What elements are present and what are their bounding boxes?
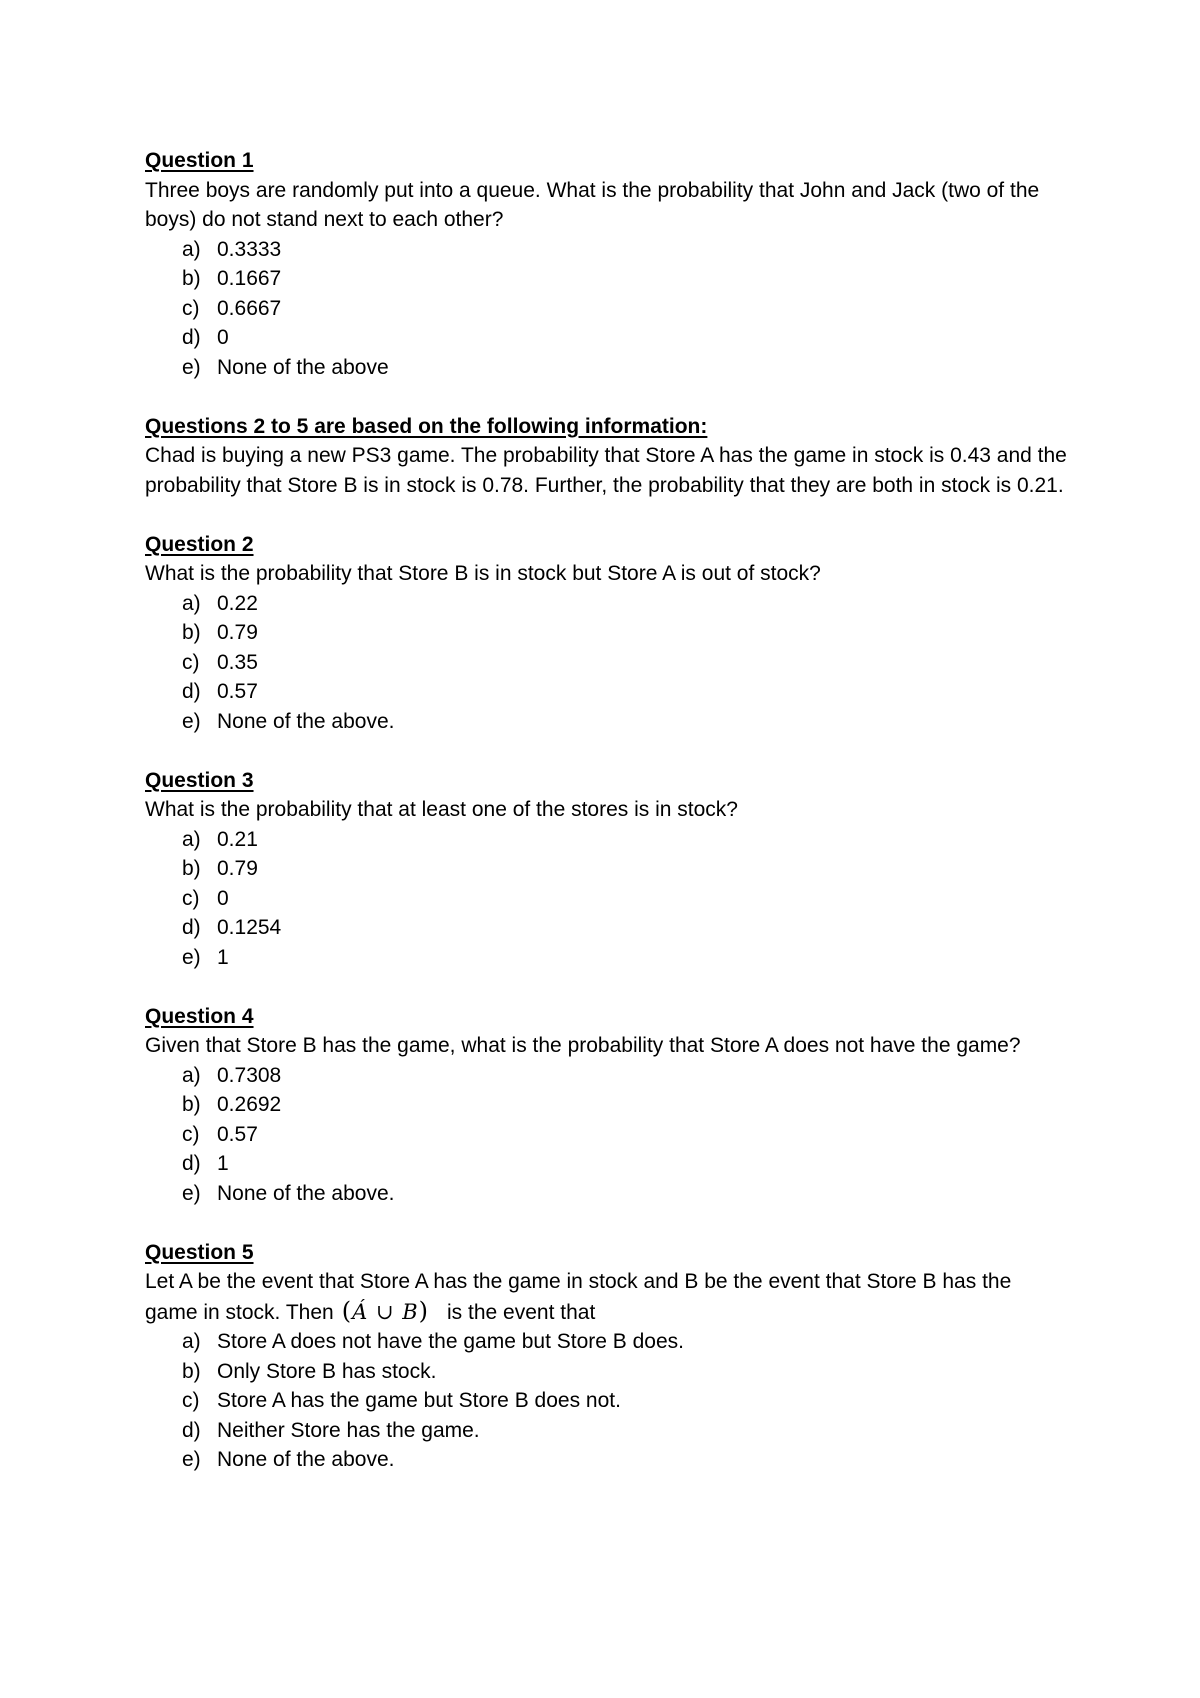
option-text: Neither Store has the game. [217, 1418, 480, 1442]
option-c [182, 884, 1080, 914]
option-text: 0.3333 [217, 237, 282, 261]
option-a [182, 1061, 1080, 1091]
option-text: 0.2692 [217, 1093, 282, 1116]
question-heading: Question 2 [145, 532, 254, 556]
option-letter: a) [182, 1330, 201, 1353]
question-4 [145, 1002, 1080, 1209]
question-heading: Question 1 [145, 149, 254, 172]
option-c [182, 1386, 1080, 1416]
option-letter: b) [182, 1093, 201, 1116]
option-letter: c) [182, 296, 200, 320]
option-text: Store A has the game but Store B does not. [217, 1389, 621, 1412]
option-letter: c) [182, 1122, 200, 1146]
question-text: What is the probability that at least one of the stores is in stock? [145, 798, 738, 821]
option-d [182, 677, 1080, 707]
question-2 [145, 530, 1080, 737]
option-e [182, 353, 1080, 383]
option-letter: c) [182, 1389, 200, 1412]
answer-options [145, 235, 1080, 383]
option-letter: e) [182, 355, 201, 379]
option-a [182, 1327, 1080, 1357]
option-text: 0.22 [217, 591, 258, 615]
option-letter: a) [182, 237, 201, 261]
option-e [182, 1445, 1080, 1475]
option-letter: b) [182, 267, 201, 290]
option-letter: e) [182, 1181, 201, 1205]
question-text-pre: game in stock. Then [145, 1300, 334, 1324]
question-5 [145, 1238, 1080, 1475]
formula-paren-open: ( [341, 1296, 353, 1325]
option-letter: d) [182, 1418, 201, 1442]
question-text-line-1: Let A be the event that Store A has the game in stock and B be the event that Store B has the [145, 1270, 1012, 1293]
question-text-post: is the event that [447, 1300, 596, 1324]
option-c [182, 294, 1080, 324]
option-text: 0.57 [217, 1122, 258, 1146]
option-d [182, 913, 1080, 943]
option-text: 0.79 [217, 857, 258, 880]
set-formula [342, 1297, 429, 1328]
option-letter: d) [182, 916, 201, 939]
option-text: None of the above. [217, 709, 395, 733]
answer-options [145, 589, 1080, 737]
option-text: None of the above. [217, 1448, 395, 1471]
option-letter: a) [182, 591, 201, 615]
option-text: None of the above. [217, 1181, 395, 1205]
info-heading: Questions 2 to 5 are based on the following information: [145, 414, 708, 438]
option-text: 0.7308 [217, 1063, 282, 1087]
question-heading: Question 5 [145, 1240, 254, 1264]
option-letter: a) [182, 827, 201, 851]
option-text: 0.1667 [217, 267, 282, 290]
option-text: Store A does not have the game but Store B does. [217, 1330, 684, 1353]
option-e [182, 1179, 1080, 1209]
info-text: Chad is buying a new PS3 game. The probability that Store A has the game in stock is 0.43 and the probability that Store B is in stock is 0.78. Further, the probability that they are both in stock is 0.21. [145, 444, 1067, 497]
option-text: Only Store B has stock. [217, 1359, 437, 1383]
formula-paren-close: ) [418, 1296, 430, 1325]
option-text: 0.57 [217, 680, 258, 703]
answer-options [145, 1061, 1080, 1209]
option-letter: a) [182, 1063, 201, 1087]
question-text: What is the probability that Store B is in stock but Store A is out of stock? [145, 562, 821, 585]
option-b [182, 1090, 1080, 1120]
option-d [182, 323, 1080, 353]
option-letter: b) [182, 1359, 201, 1383]
option-text: 0.1254 [217, 916, 282, 939]
option-c [182, 648, 1080, 678]
option-letter: e) [182, 945, 201, 969]
option-b [182, 264, 1080, 294]
question-heading: Question 4 [145, 1004, 254, 1028]
shared-information [145, 412, 1080, 501]
option-letter: d) [182, 326, 201, 349]
option-text: 1 [217, 945, 229, 969]
option-letter: d) [182, 1152, 201, 1175]
question-heading: Question 3 [145, 768, 254, 792]
option-letter: e) [182, 1448, 201, 1471]
option-text: None of the above [217, 355, 389, 379]
question-3 [145, 766, 1080, 973]
option-text: 0 [217, 326, 229, 349]
option-a [182, 589, 1080, 619]
answer-options [145, 825, 1080, 973]
option-d [182, 1416, 1080, 1446]
question-text: Given that Store B has the game, what is the probability that Store A does not have the game? [145, 1034, 1021, 1057]
option-d [182, 1149, 1080, 1179]
option-c [182, 1120, 1080, 1150]
question-1 [145, 146, 1080, 382]
option-b [182, 618, 1080, 648]
option-e [182, 943, 1080, 973]
option-text: 0.21 [217, 827, 258, 851]
option-letter: d) [182, 680, 201, 703]
option-letter: b) [182, 621, 201, 644]
formula-body: Á ∪ B [352, 1299, 419, 1324]
question-text-line-2 [145, 1297, 1080, 1328]
option-letter: e) [182, 709, 201, 733]
option-letter: b) [182, 857, 201, 880]
question-text: Three boys are randomly put into a queue. What is the probability that John and Jack (two of the boys) do not stand next to each other? [145, 178, 1040, 231]
option-b [182, 854, 1080, 884]
option-text: 0.6667 [217, 296, 282, 320]
option-a [182, 825, 1080, 855]
option-b [182, 1357, 1080, 1387]
option-e [182, 707, 1080, 737]
answer-options [145, 1327, 1080, 1475]
option-text: 0.35 [217, 650, 258, 674]
option-letter: c) [182, 650, 200, 674]
option-text: 1 [217, 1152, 229, 1175]
option-a [182, 235, 1080, 265]
option-text: 0 [217, 886, 229, 910]
option-letter: c) [182, 886, 200, 910]
option-text: 0.79 [217, 621, 258, 644]
